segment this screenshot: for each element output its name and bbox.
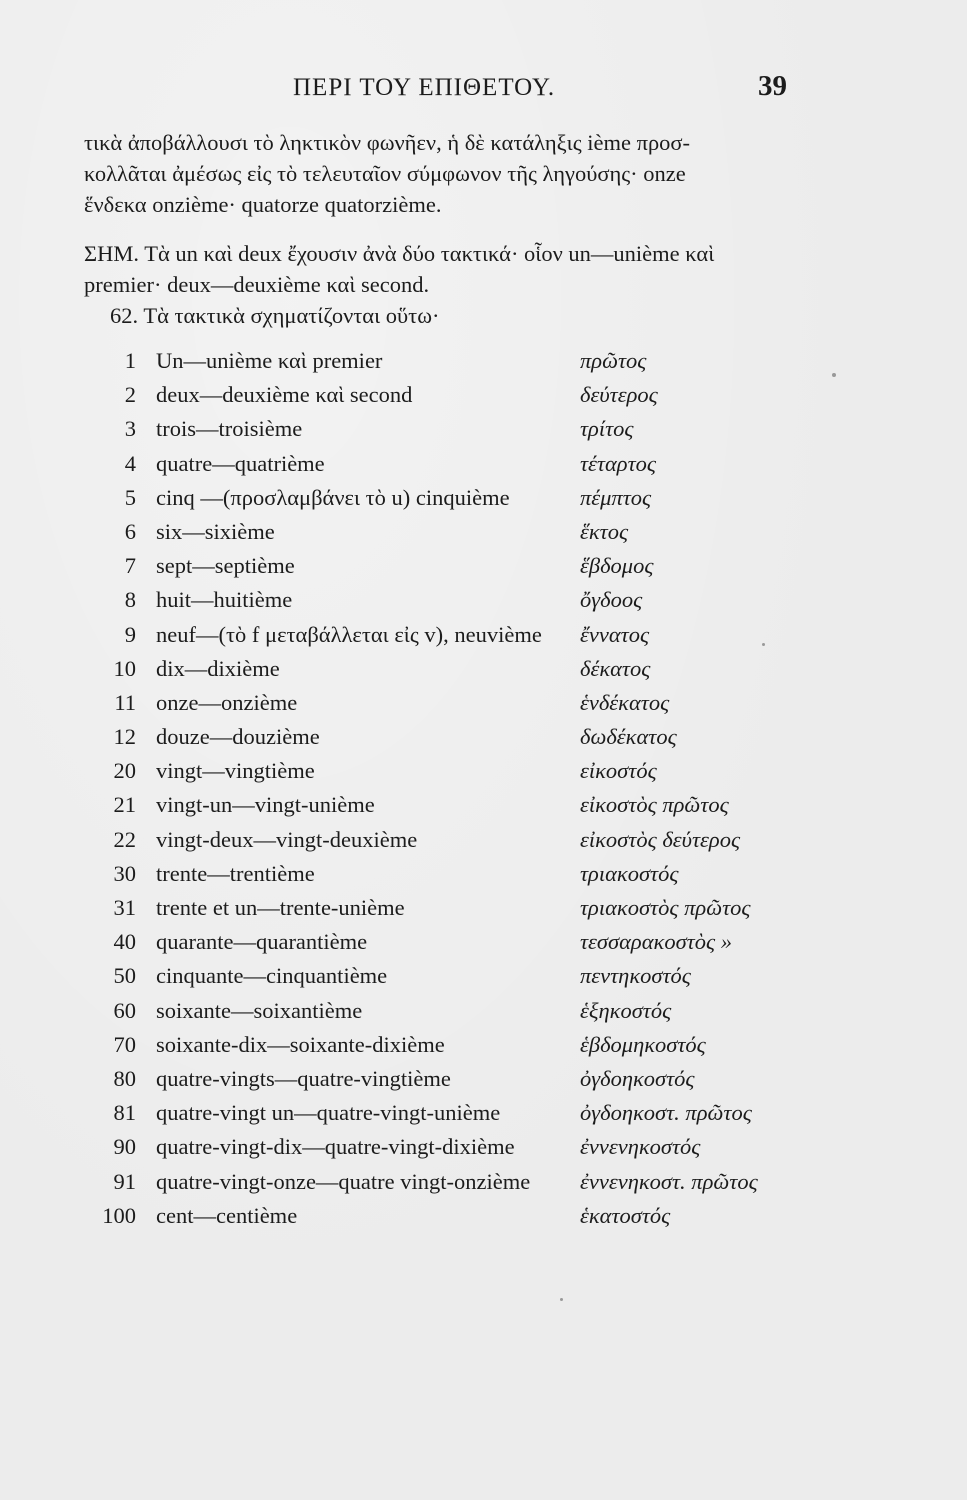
ordinal-row — [94, 1096, 814, 1130]
text-line: τικὰ ἀποβάλλουσι τὸ ληκτικὸν φωνῆεν, ἡ δὲ κατάληξις ième προσ- — [84, 130, 691, 155]
greek-ordinal: τριακοστὸς πρῶτος — [580, 895, 751, 920]
text-line: κολλᾶται ἀμέσως εἰς τὸ τελευταῖον σύμφωνον τῆς ληγούσης· onze — [84, 161, 686, 186]
ordinal-number: 50 — [113, 963, 136, 989]
ordinal-row — [94, 857, 814, 891]
french-ordinal: quatre-vingt-dix—quatre-vingt-dixième — [156, 1134, 515, 1160]
ordinal-number: 10 — [113, 655, 136, 681]
french-ordinal: soixante-dix—soixante-dixième — [156, 1031, 445, 1057]
french-ordinal: trois—troisième — [156, 416, 303, 442]
ordinal-number: 60 — [113, 997, 136, 1023]
french-ordinal: quatre-vingt-onze—quatre vingt-onzième — [156, 1168, 531, 1194]
greek-ordinal: ἔννατος — [580, 621, 650, 647]
ordinal-row — [94, 1130, 814, 1164]
ordinal-row — [94, 481, 814, 515]
ordinal-row — [94, 549, 814, 583]
ordinal-number: 70 — [113, 1031, 136, 1057]
ordinal-number: 81 — [113, 1100, 136, 1126]
text-line: ΣΗΜ. Τὰ un καὶ deux ἔχουσιν ἀνὰ δύο τακτικά· οἷον un—unième καὶ — [84, 241, 715, 266]
running-head — [0, 66, 967, 106]
greek-ordinal: δεύτερος — [580, 382, 658, 408]
greek-ordinal: τριακοστός — [580, 860, 679, 886]
ordinal-number: 9 — [124, 621, 136, 647]
french-ordinal: quatre-vingts—quatre-vingtième — [156, 1065, 451, 1091]
french-ordinal: sept—septième — [156, 553, 295, 579]
section-62-heading — [110, 300, 810, 331]
ordinal-number: 6 — [124, 518, 136, 544]
page-number: 39 — [758, 70, 787, 102]
french-ordinal: neuf—(τὸ f μεταβάλλεται εἰς v), neuvième — [156, 621, 542, 647]
ordinal-row — [94, 447, 814, 481]
ordinal-row — [94, 1062, 814, 1096]
ordinal-number: 21 — [113, 792, 136, 818]
text-line: ἕνδεκα onzième· quatorze quatorzième. — [84, 192, 442, 217]
ordinal-row — [94, 925, 814, 959]
ordinal-number: 91 — [113, 1168, 136, 1194]
greek-ordinal: πρῶτος — [580, 348, 647, 373]
print-speck — [832, 373, 836, 377]
french-ordinal: Un—unième καὶ premier — [156, 348, 383, 373]
greek-ordinal: δωδέκατος — [580, 724, 677, 750]
ordinal-row — [94, 1028, 814, 1062]
greek-ordinal: ὀγδοηκοστός — [580, 1065, 695, 1091]
ordinal-row — [94, 994, 814, 1028]
french-ordinal: soixante—soixantième — [156, 997, 363, 1023]
ordinal-numbers-list — [94, 344, 814, 1233]
french-ordinal: onze—onzième — [156, 689, 298, 715]
running-title: ΠΕΡΙ ΤΟΥ ΕΠΙΘΕΤΟΥ. — [293, 74, 556, 101]
french-ordinal: six—sixième — [156, 518, 275, 544]
french-ordinal: douze—douzième — [156, 724, 320, 750]
greek-ordinal: τέταρτος — [580, 450, 657, 476]
ordinal-row — [94, 652, 814, 686]
ordinal-number: 80 — [113, 1065, 136, 1091]
ordinal-row — [94, 720, 814, 754]
french-ordinal: cent—centième — [156, 1202, 298, 1228]
print-speck — [560, 1298, 563, 1301]
ordinal-row — [94, 823, 814, 857]
ordinal-number: 22 — [113, 826, 136, 852]
greek-ordinal: εἰκοστὸς δεύτερος — [580, 826, 741, 852]
greek-ordinal: ἕβδομος — [580, 553, 654, 579]
greek-ordinal: ἐννενηκοστ. πρῶτος — [580, 1168, 758, 1194]
ordinal-row — [94, 754, 814, 788]
ordinal-number: 4 — [124, 450, 136, 476]
french-ordinal: vingt—vingtième — [156, 758, 315, 784]
ordinal-number: 2 — [124, 382, 136, 408]
ordinal-row — [94, 412, 814, 446]
ordinal-row — [94, 378, 814, 412]
ordinal-row — [94, 1199, 814, 1233]
greek-ordinal: πεντηκοστός — [580, 963, 691, 989]
french-ordinal: quatre—quatrième — [156, 450, 325, 476]
ordinal-number: 3 — [124, 416, 136, 442]
ordinal-number: 11 — [114, 689, 136, 715]
ordinal-number: 5 — [124, 484, 136, 510]
ordinal-number: 100 — [102, 1202, 136, 1228]
greek-ordinal: δέκατος — [580, 655, 651, 681]
greek-ordinal: ἑξηκοστός — [580, 997, 672, 1023]
greek-ordinal: ἑβδομηκοστός — [580, 1031, 706, 1057]
greek-ordinal: ἐννενηκοστός — [580, 1134, 701, 1160]
ordinal-row — [94, 891, 814, 925]
greek-ordinal: τεσσαρακοστὸς » — [580, 929, 732, 955]
ordinal-row — [94, 686, 814, 720]
paragraph-apocope-rule — [84, 127, 784, 220]
ordinal-number: 90 — [113, 1134, 136, 1160]
french-ordinal: deux—deuxième καὶ second — [156, 382, 413, 408]
french-ordinal: quatre-vingt un—quatre-vingt-unième — [156, 1100, 501, 1126]
greek-ordinal: ὀγδοηκοστ. πρῶτος — [580, 1100, 752, 1126]
ordinal-number: 40 — [113, 929, 136, 955]
text-line: 62. Τὰ τακτικὰ σχηματίζονται οὕτω· — [110, 303, 440, 328]
greek-ordinal: εἰκοστός — [580, 758, 657, 784]
french-ordinal: trente—trentième — [156, 860, 315, 886]
ordinal-row — [94, 583, 814, 617]
greek-ordinal: εἰκοστὸς πρῶτος — [580, 792, 729, 818]
french-ordinal: cinquante—cinquantième — [156, 963, 388, 989]
french-ordinal: cinq —(προσλαμβάνει τὸ u) cinquième — [156, 484, 510, 510]
greek-ordinal: ἑκατοστός — [580, 1202, 671, 1228]
ordinal-row — [94, 618, 814, 652]
greek-ordinal: τρίτος — [580, 416, 634, 442]
greek-ordinal: ἕκτος — [580, 518, 629, 544]
ordinal-number: 20 — [113, 758, 136, 784]
french-ordinal: trente et un—trente-unième — [156, 895, 405, 920]
greek-ordinal: πέμπτος — [580, 484, 652, 510]
french-ordinal: quarante—quarantième — [156, 929, 368, 955]
ordinal-row — [94, 1165, 814, 1199]
ordinal-number: 31 — [113, 895, 136, 920]
ordinal-number: 12 — [113, 724, 136, 750]
ordinal-row — [94, 515, 814, 549]
french-ordinal: vingt-un—vingt-unième — [156, 792, 375, 818]
ordinal-number: 7 — [124, 553, 136, 579]
ordinal-row — [94, 788, 814, 822]
french-ordinal: vingt-deux—vingt-deuxième — [156, 826, 418, 852]
greek-ordinal: ὄγδοος — [580, 587, 643, 613]
paragraph-note — [84, 238, 784, 300]
print-speck — [762, 643, 765, 646]
french-ordinal: dix—dixième — [156, 655, 280, 681]
ordinal-number: 1 — [124, 348, 136, 373]
ordinal-number: 8 — [124, 587, 136, 613]
ordinal-row — [94, 959, 814, 993]
ordinal-number: 30 — [113, 860, 136, 886]
greek-ordinal: ἑνδέκατος — [580, 689, 670, 715]
text-line: premier· deux—deuxième καὶ second. — [84, 272, 430, 297]
ordinal-row — [94, 344, 814, 378]
french-ordinal: huit—huitième — [156, 587, 293, 613]
